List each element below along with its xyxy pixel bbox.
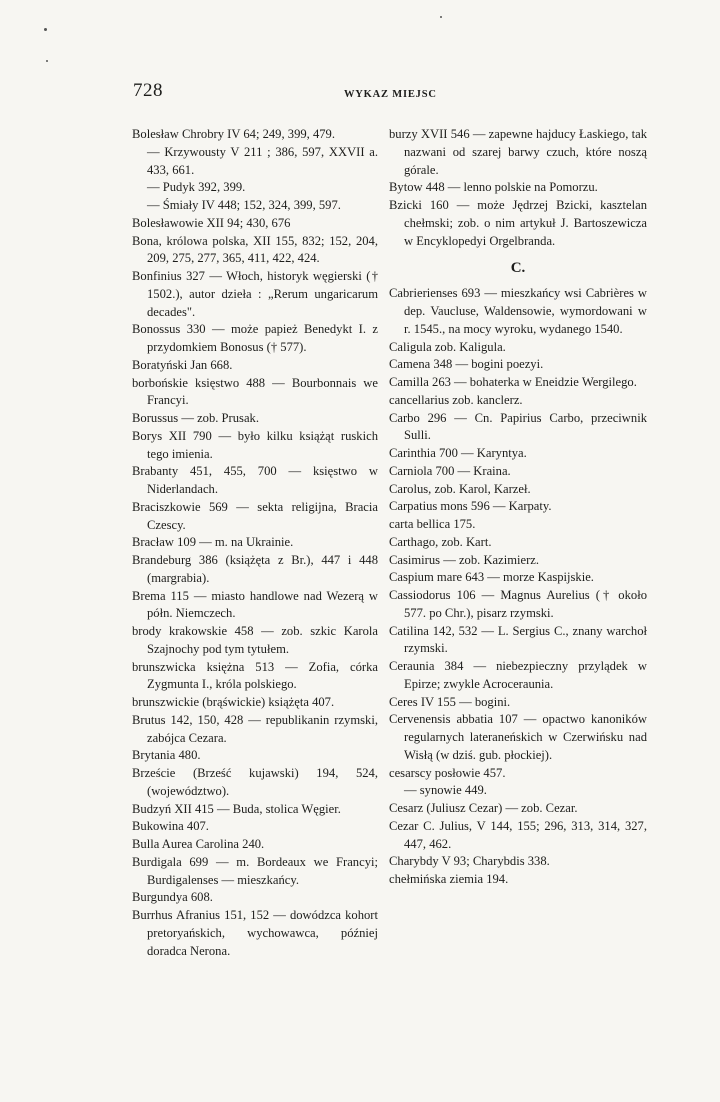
index-entry: Bytow 448 — lenno polskie na Pomorzu. [389,180,598,195]
index-entry: Boratyński Jan 668. [132,357,233,372]
index-entry: Borussus — zob. Prusak. [132,411,259,425]
page-number: 728 [133,80,163,101]
index-entry: Braciszkowie 569 — sekta religijna, Bracia Czescy. [132,499,378,532]
index-entry: Brutus 142, 150, 428 — republikanin rzymski, zabójca Cezara. [132,712,378,745]
index-entry: Carinthia 700 — Karyntya. [389,446,527,460]
index-entry: Cervenensis abbatia 107 — opactwo kanoników regularnych lateraneńskich w Czerwińsku nad Wisłą (w dziś. gub. płockiej). [389,712,647,762]
index-entry: — Śmiały IV 448; 152, 324, 399, 597. [147,198,341,212]
index-entry: Bracław 109 — m. na Ukrainie. [132,535,294,550]
index-entry: Bolesławowie XII 94; 430, 676 [132,215,291,230]
index-entry: Catilina 142, 532 — L. Sergius C., znany warchoł rzymski. [389,623,647,656]
scan-speck [440,16,442,18]
scan-speck [46,60,48,62]
index-entry: Burrhus Afranius 151, 152 — dowódzca kohort pretoryańskich, wychowawca, później doradca Nerona. [132,908,378,958]
index-entry: Budzyń XII 415 — Buda, stolica Węgier. [132,801,341,816]
index-entry: Ceraunia 384 — niebezpieczny przylądek w Epirze; zwykle Acroceraunia. [389,659,647,691]
index-entry: Camilla 263 — bohaterka w Eneidzie Wergilego. [389,375,637,389]
running-title: WYKAZ MIEJSC [344,89,437,100]
index-entry: Cassiodorus 106 — Magnus Aurelius († około 577. po Chr.), pisarz rzymski. [389,588,647,620]
index-entry: Bolesław Chrobry IV 64; 249, 399, 479. [132,127,336,141]
index-column-left [132,126,378,960]
index-entry: burzy XVII 546 — zapewne hajducy Łaskiego, tak nazwani od szarej barwy czuch, które noszą górale. [389,127,647,177]
index-entry: Charybdy V 93; Charybdis 338. [389,854,550,869]
section-letter-heading: C. [510,260,526,277]
index-entry: Caligula zob. Kaligula. [389,339,506,354]
index-entry: Cezar C. Julius, V 144, 155; 296, 313, 314, 327, 447, 462. [389,818,647,851]
index-entry: Brema 115 — miasto handlowe nad Wezerą w półn. Niemczech. [132,588,378,621]
index-entry: Ceres IV 155 — bogini. [389,694,511,709]
index-entry: Carthago, zob. Kart. [389,534,492,549]
index-entry: Brabanty 451, 455, 700 — księstwo w Niderlandach. [132,464,378,496]
index-entry: Carbo 296 — Cn. Papirius Carbo, przeciwnik Sulli. [389,410,647,443]
index-entry: Carniola 700 — Kraina. [389,463,511,478]
index-entry: brunszwicka księżna 513 — Zofia, córka Zygmunta I., króla polskiego. [132,659,378,692]
index-entry: carta bellica 175. [389,517,476,531]
index-entry: Bulla Aurea Carolina 240. [132,837,265,851]
index-entry: borbońskie księstwo 488 — Bourbonnais we Francyi. [132,375,378,408]
index-entry: Cesarz (Juliusz Cezar) — zob. Cezar. [389,801,578,815]
index-entry: cancellarius zob. kanclerz. [389,392,523,407]
index-entry: Borys XII 790 — było kilku książąt ruskich tego imienia. [132,428,378,461]
index-entry: chełmińska ziemia 194. [389,872,509,886]
index-entry: Casimirus — zob. Kazimierz. [389,552,540,567]
index-entry: Brandeburg 386 (książęta z Br.), 447 i 448 (margrabia). [132,553,378,585]
index-entry: — Pudyk 392, 399. [147,180,246,195]
index-entry: Bonossus 330 — może papież Benedykt I. z przydomkiem Bonosus († 577). [132,322,378,354]
index-entry: Carpatius mons 596 — Karpaty. [389,499,552,514]
index-entry: Bzicki 160 — może Jędrzej Bzicki, kasztelan chełmski; zob. o nim artykuł J. Bartoszewicza w Encyklopedyi Orgelbranda. [389,198,647,248]
index-entry: Camena 348 — bogini poezyi. [389,357,544,372]
index-entry: Burgundya 608. [132,890,213,905]
index-entry: Bonfinius 327 — Włoch, historyk węgierski († 1502.), autor dzieła : „Rerum ungaricarum decades". [132,269,378,319]
index-entry: Cabrierienses 693 — mieszkańcy wsi Cabrières w dep. Vaucluse, Waldensowie, wymordowani w r. 1545., na mocy wyroku, wydanego 1540. [389,286,647,336]
index-column-right [389,126,647,889]
index-entry: Burdigala 699 — m. Bordeaux we Francyi; Burdigalenses — mieszkańcy. [132,854,378,887]
index-entry: Carolus, zob. Karol, Karzeł. [389,481,531,496]
index-entry: Bona, królowa polska, XII 155, 832; 152, 204, 209, 275, 277, 365, 411, 422, 424. [132,233,378,266]
index-entry: brunszwickie (brąświckie) książęta 407. [132,695,335,709]
index-entry: — synowie 449. [404,783,487,798]
index-entry: Brzeście (Brześć kujawski) 194, 524, (województwo). [132,766,378,798]
index-entry: Bukowina 407. [132,819,209,834]
index-entry: — Krzywousty V 211 ; 386, 597, XXVII a. 433, 661. [147,144,378,177]
index-entry: Caspium mare 643 — morze Kaspijskie. [389,570,594,585]
index-entry: cesarscy posłowie 457. [389,765,506,780]
index-entry: Brytania 480. [132,748,201,763]
index-entry: brody krakowskie 458 — zob. szkic Karola Szajnochy pod tym tytułem. [132,624,378,656]
scan-speck [44,28,47,31]
